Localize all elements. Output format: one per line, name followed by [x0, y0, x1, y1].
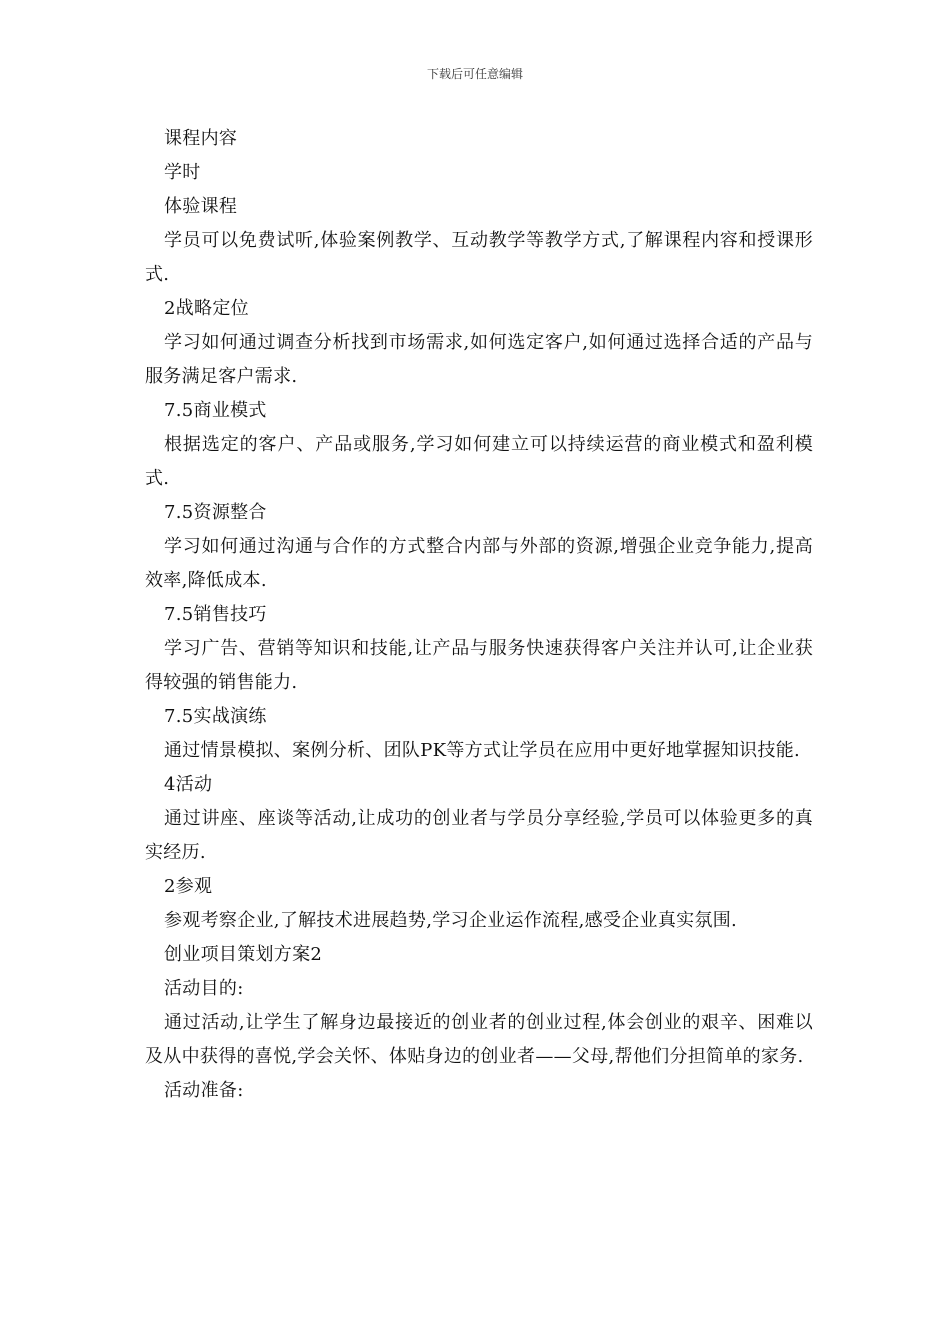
paragraph: 学时	[164, 162, 201, 183]
paragraph: 7.5商业模式	[164, 400, 267, 421]
paragraph: 创业项目策划方案2	[164, 944, 323, 965]
paragraph: 参观考察企业,了解技术进展趋势,学习企业运作流程,感受企业真实氛围.	[164, 910, 738, 931]
paragraph: 活动目的:	[164, 978, 244, 999]
paragraph: 学员可以免费试听,体验案例教学、互动教学等教学方式,了解课程内容和授课形式.	[145, 230, 813, 285]
paragraph: 课程内容	[164, 128, 238, 149]
paragraph: 7.5销售技巧	[164, 604, 267, 625]
paragraph: 4活动	[164, 774, 213, 795]
paragraph: 7.5资源整合	[164, 502, 267, 523]
document-body	[145, 122, 813, 1108]
paragraph: 通过活动,让学生了解身边最接近的创业者的创业过程,体会创业的艰辛、困难以及从中获得的喜悦,学会关怀、体贴身边的创业者——父母,帮他们分担简单的家务.	[145, 1012, 813, 1067]
paragraph: 学习如何通过沟通与合作的方式整合内部与外部的资源,增强企业竞争能力,提高效率,降低成本.	[145, 536, 813, 591]
paragraph: 学习广告、营销等知识和技能,让产品与服务快速获得客户关注并认可,让企业获得较强的销售能力.	[145, 638, 813, 693]
page-header-note: 下载后可任意编辑	[426, 67, 523, 81]
paragraph: 根据选定的客户、产品或服务,学习如何建立可以持续运营的商业模式和盈利模式.	[145, 434, 813, 489]
paragraph: 2参观	[164, 876, 213, 897]
paragraph: 学习如何通过调查分析找到市场需求,如何选定客户,如何通过选择合适的产品与服务满足客户需求.	[145, 332, 813, 387]
paragraph: 通过情景模拟、案例分析、团队PK等方式让学员在应用中更好地掌握知识技能.	[164, 740, 801, 761]
paragraph: 通过讲座、座谈等活动,让成功的创业者与学员分享经验,学员可以体验更多的真实经历.	[145, 808, 813, 863]
paragraph: 体验课程	[164, 196, 238, 217]
paragraph: 活动准备:	[164, 1080, 244, 1101]
paragraph: 7.5实战演练	[164, 706, 267, 727]
paragraph: 2战略定位	[164, 298, 249, 319]
